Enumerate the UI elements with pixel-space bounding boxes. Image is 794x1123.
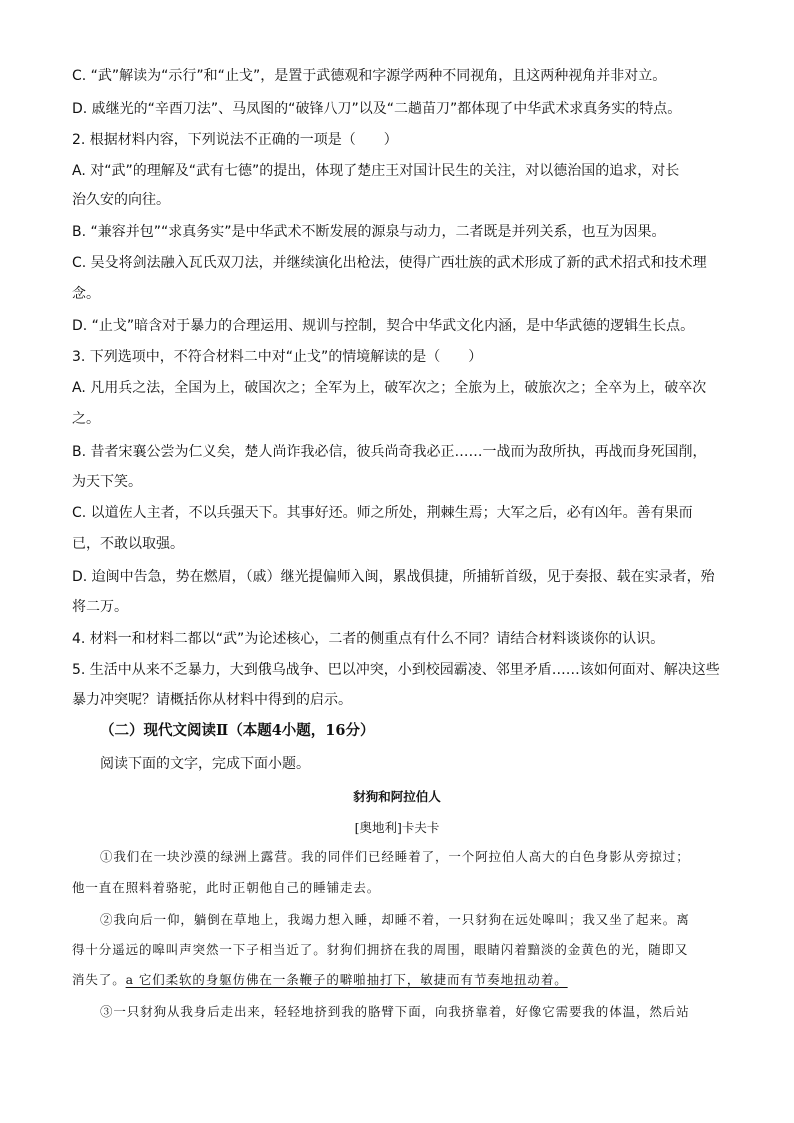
q3-option-d-cont: 将二万。 — [72, 599, 128, 615]
q1-option-c: C. “武”解读为“示行”和“止戈”，是置于武德观和字源学两种不同视角，且这两种视角并非对立。 — [72, 68, 667, 84]
q2-option-c-cont: 念。 — [72, 286, 100, 302]
story-paragraph-1-cont: 他一直在照料着骆驼，此时正朝他自己的睡铺走去。 — [72, 880, 381, 895]
q2-option-c: C. 吴殳将剑法融入瓦氏双刀法，并继续演化出枪法，使得广西壮族的武术形成了新的武术招式和技术理 — [72, 255, 707, 271]
q3-option-c: C. 以道佐人主者，不以兵强天下。其事好还。师之所处，荆棘生焉；大军之后，必有凶年。善有果而 — [72, 505, 693, 521]
q3-option-b: B. 昔者宋襄公尝为仁义矣，楚人尚诈我必信，彼兵尚奇我必正……一战而为敌所执，再战而身死国削， — [72, 444, 707, 460]
story-paragraph-2-cont2 — [72, 970, 732, 990]
q2-option-a-cont: 治久安的向往。 — [72, 192, 170, 208]
section-heading: （二）现代文阅读Ⅱ（本题4小题，16分） — [100, 722, 375, 739]
q3-option-a: A. 凡用兵之法，全国为上，破国次之；全军为上，破军次之；全旅为上，破旅次之；全卒为上，破卒次 — [72, 380, 707, 396]
q5-stem-cont: 暴力冲突呢？请概括你从材料中得到的启示。 — [72, 692, 352, 708]
story-paragraph-3: ③一只豺狗从我身后走出来，轻轻地挤到我的胳臂下面，向我挤靠着，好像它需要我的体温，然后站 — [100, 1004, 690, 1019]
q3-stem: 3. 下列选项中，不符合材料二中对“止戈”的情境解读的是（ ） — [72, 349, 483, 365]
q3-option-c-cont: 已，不敢以取强。 — [72, 536, 184, 552]
q2-option-b: B. “兼容并包”“求真务实”是中华武术不断发展的源泉与动力，二者既是并列关系，也互为因果。 — [72, 224, 666, 240]
reading-instruction: 阅读下面的文字，完成下面小题。 — [100, 756, 310, 772]
q4-stem: 4. 材料一和材料二都以“武”为论述核心，二者的侧重点有什么不同？请结合材料谈谈你的认识。 — [72, 631, 665, 647]
story-paragraph-2-cont: 得十分遥远的嗥叫声突然一下子相当近了。豺狗们拥挤在我的周围，眼睛闪着黯淡的金黄色的光，随即又 — [72, 942, 689, 957]
q2-option-a: A. 对“武”的理解及“武有七德”的提出，体现了楚庄王对国计民生的关注，对以德治国的追求，对长 — [72, 163, 680, 179]
q1-option-d: D. 戚继光的“辛酉刀法”、马凤图的“破锋八刀”以及“二趟苗刀”都体现了中华武术求真务实的特点。 — [72, 101, 682, 117]
story-author: [奥地利]卡夫卡 — [354, 820, 440, 835]
underlined-sentence-a: a 它们柔软的身躯仿佛在一条鞭子的噼啪抽打下，敏捷而有节奏地扭动着。 — [125, 972, 568, 987]
story-title: 豺狗和阿拉伯人 — [353, 789, 441, 804]
story-paragraph-2: ②我向后一仰，躺倒在草地上，我竭力想入睡，却睡不着，一只豺狗在远处嗥叫；我又坐了起来。离 — [100, 912, 690, 927]
q5-stem: 5. 生活中从来不乏暴力，大到俄乌战争、巴以冲突，小到校园霸凌、邻里矛盾……该如何面对、解决这些 — [72, 662, 720, 678]
story-paragraph-1: ①我们在一块沙漠的绿洲上露营。我的同伴们已经睡着了，一个阿拉伯人高大的白色身影从旁掠过； — [100, 849, 690, 864]
q2-stem: 2. 根据材料内容，下列说法不正确的一项是（ ） — [72, 132, 398, 148]
q3-option-b-cont: 为天下笑。 — [72, 474, 142, 490]
q3-option-a-cont: 之。 — [72, 411, 100, 427]
q2-option-d: D. “止戈”暗含对于暴力的合理运用、规训与控制，契合中华武文化内涵，是中华武德的逻辑生长点。 — [72, 318, 695, 334]
story-plain-text: 消失了。 — [72, 972, 126, 987]
q3-option-d: D. 迨闽中告急，势在燃眉，（戚）继光提偏师入闽，累战俱捷，所捕斩首级，见于奏报、载在实录者，殆 — [72, 569, 715, 585]
